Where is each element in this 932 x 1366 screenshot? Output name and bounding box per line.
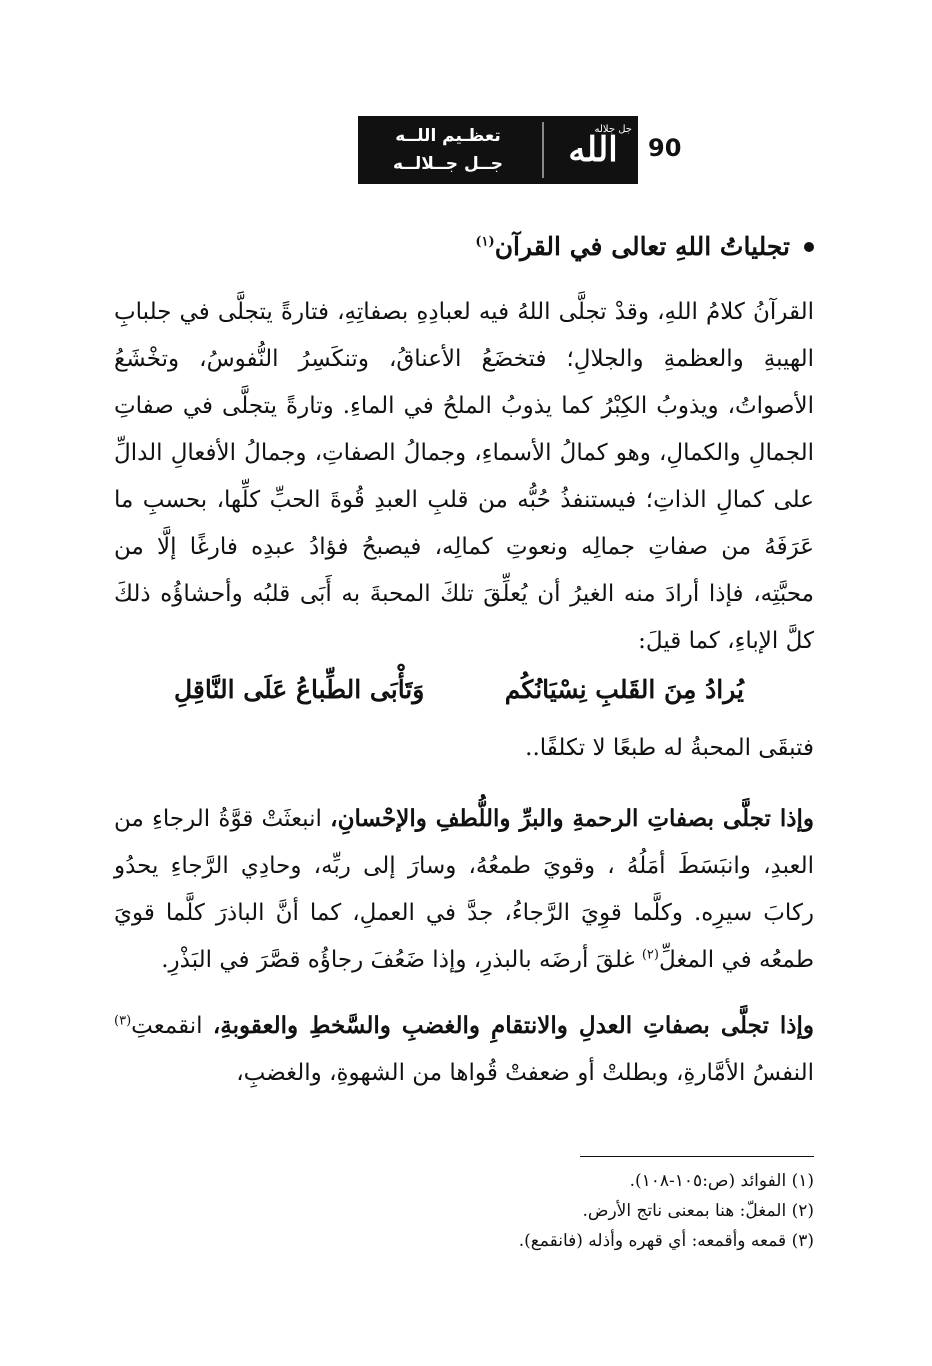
paragraph-1: القرآنُ كلامُ اللهِ، وقدْ تجلَّى اللهُ فيه لعبادِهِ بصفاتِهِ، فتارةً يتجلَّى في جلبابِ الهيبةِ والعظمةِ والجلالِ؛ فتخضَعُ الأعناقُ، وتنكَسِرُ النُّفوسُ، وتخْشَعُ الأصواتُ، ويذوبُ الكِبْرُ كما يذوبُ الملحُ في الماءِ. وتارةً يتجلَّى في صفاتِ الجمالِ والكمالِ، وهو كمالُ الأسماءِ، وجمالُ الصفاتِ، وجمالُ الأفعالِ الدالِّ على كمالِ الذاتِ؛ فيستنفذُ حُبُّه من قلبِ العبدِ قُوةَ الحبِّ كلِّها، بحسبِ ما عَرَفَهُ من صفاتِ جمالِه ونعوتِ كمالِه، فيصبحُ فؤادُ عبدِه فارغًا إلَّا من محبَّتِه، فإذا أرادَ منه الغيرُ أن يُعلِّقَ تلكَ المحبةَ به أَبَى قلبُه وأحشاؤُه ذلكَ كلَّ الإباءِ، كما قيلَ: [114,299,814,654]
page-header [358,116,690,184]
footnote-divider [580,1156,814,1157]
paragraph-3 [114,1002,814,1097]
paragraph-2 [114,795,814,984]
banner-divider [542,122,544,178]
footnote-ref-3[interactable]: (٣) [114,1013,132,1029]
after-verse-line: فتبقَى المحبةُ له طبعًا لا تكلفًا.. [525,735,814,761]
book-title [358,116,538,184]
footnote-2: (٢) المغلّ: هنا بمعنى ناتج الأرض. [582,1201,814,1221]
footnote-3: (٣) قمعه وأقمعه: أي قهره وأذله (فانقمع). [518,1231,814,1251]
section-heading [114,232,814,261]
paragraph-3-body: انقمعتِ [131,1013,213,1039]
footnote-1: (١) الفوائد (ص:١٠٥-١٠٨). [629,1171,814,1191]
paragraph-3-tail: النفسُ الأمَّارةِ، وبطلتْ أو ضعفتْ قُواها من الشهوةِ، والغضبِ، [236,1060,814,1086]
paragraph-gap [114,984,814,1002]
paragraph-3-lead: وإذا تجلَّى بصفاتِ العدلِ والانتقامِ والغضبِ والسَّخطِ والعقوبةِ، [212,1012,815,1039]
logo-small-text: جل جلاله [594,124,632,135]
book-title-line1: تعظـيم اللــه [395,126,501,146]
main-text [114,232,814,1097]
footnotes [314,1166,814,1256]
paragraph-2-tail: غلقَ أرضَه بالبذرِ، وإذا ضَعُفَ رجاؤُه قصَّرَ في البَذْرِ. [161,947,642,973]
page-number: 90 [648,134,682,162]
footnote-ref-1[interactable]: (١) [475,234,495,250]
verse-hemistich-1: يُرادُ مِنَ القَلبِ نِسْيَانُكُم [504,675,744,704]
header-banner [358,116,638,184]
book-title-line2: جــل جــلالــه [392,154,504,174]
logo-main-text: الله [568,130,618,170]
paragraph-2-lead: وإذا تجلَّى بصفاتِ الرحمةِ والبرِّ واللُّطفِ والإحْسانِ، [330,805,814,832]
calligraphy-logo [548,116,638,184]
paragraph-2-body: انبعثَتْ قوَّةُ الرجاءِ من العبدِ، وانبَسَطَ أمَلُهُ ، وقويَ طمعُهُ، وسارَ إلى ربِّه، وحادِي الرَّجاءِ يحدُو ركابَ سيرِه. وكلَّما قوِيَ الرَّجاءُ، جدَّ في العملِ، كما أنَّ الباذرَ كلَّما قويَ طمعُه في المغلِّ [114,806,814,973]
section-heading-text: تجلياتُ اللهِ تعالى في القرآن [494,232,790,261]
footnote-ref-2[interactable]: (٢) [641,947,659,963]
verse-hemistich-2: وَتَأْبَى الطِّباعُ عَلَى النَّاقِلِ [174,675,425,704]
bullet-icon [804,242,814,252]
poetry-verse [174,667,744,713]
